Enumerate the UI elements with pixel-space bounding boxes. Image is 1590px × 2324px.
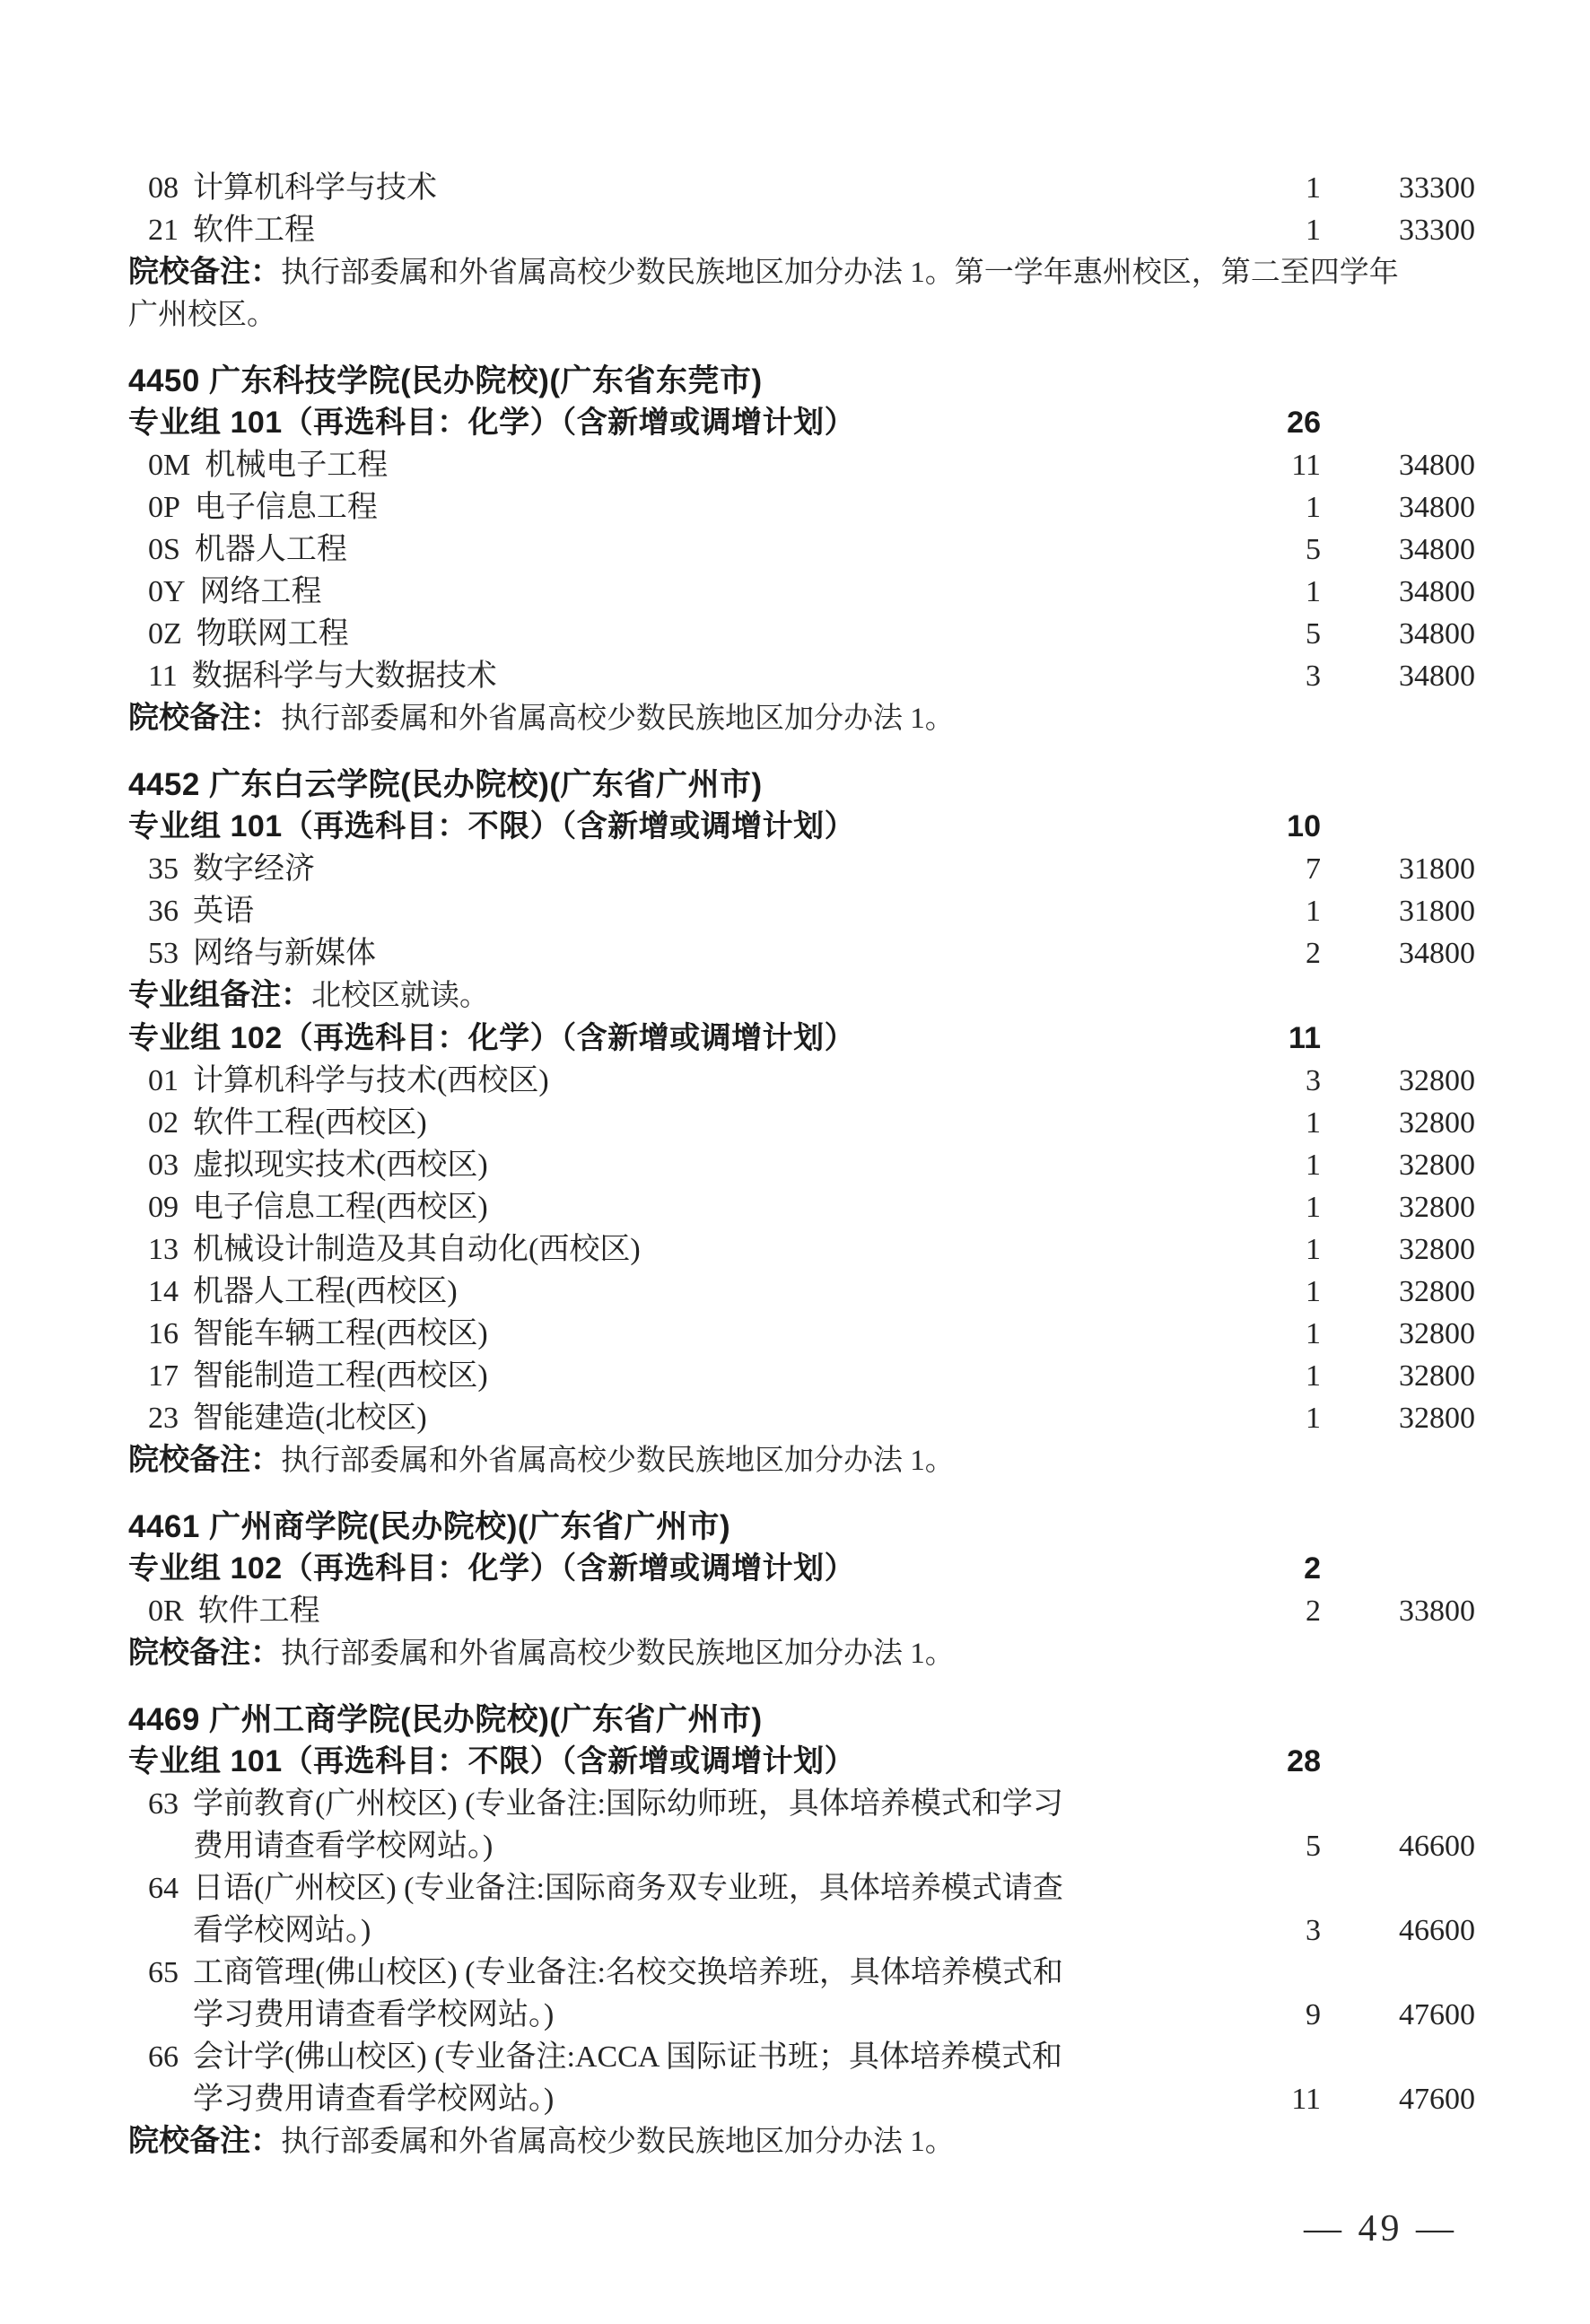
major-row xyxy=(128,655,1475,697)
major-name: 数字经济 xyxy=(193,852,315,886)
major-text xyxy=(128,1102,1220,1144)
major-name: 网络与新媒体 xyxy=(193,937,376,970)
major-tuition-fee: 32800 xyxy=(1399,1064,1475,1097)
remark-row xyxy=(128,1439,1416,1482)
school-section xyxy=(128,764,1475,1482)
major-name: 机器人工程(西校区) xyxy=(193,1275,458,1308)
major-code: 66 xyxy=(148,2040,179,2074)
major-tuition-fee: 34800 xyxy=(1399,449,1475,482)
major-code: 16 xyxy=(148,1317,179,1350)
major-name: 电子信息工程(西校区) xyxy=(193,1191,488,1224)
remark-row xyxy=(128,251,1416,336)
major-plan-count: 1 xyxy=(1306,1149,1321,1182)
major-tuition-fee: 34800 xyxy=(1399,660,1475,693)
major-group-row xyxy=(128,402,1475,444)
major-tuition-fee: 34800 xyxy=(1399,575,1475,608)
major-tuition-fee: 32800 xyxy=(1399,1359,1475,1393)
major-row xyxy=(128,1355,1475,1397)
major-row xyxy=(128,932,1475,974)
major-plan-count: 7 xyxy=(1306,852,1321,886)
major-code: 21 xyxy=(148,214,179,247)
group-plan-count: 10 xyxy=(1287,809,1321,843)
major-tuition-fee: 32800 xyxy=(1399,1317,1475,1350)
major-code: 0Z xyxy=(148,617,182,651)
major-row xyxy=(128,529,1475,571)
major-name: 计算机科学与技术 xyxy=(193,171,437,205)
major-code: 13 xyxy=(148,1233,179,1266)
major-name: 数据科学与大数据技术 xyxy=(191,660,497,693)
major-name: 智能制造工程(西校区) xyxy=(193,1359,488,1393)
major-plan-count: 5 xyxy=(1306,617,1321,651)
major-plan-count: 3 xyxy=(1306,1914,1321,1947)
major-row xyxy=(128,848,1475,890)
major-name: 软件工程 xyxy=(193,214,315,247)
major-text xyxy=(128,1867,1220,1952)
major-tuition-fee: 34800 xyxy=(1399,491,1475,524)
school-section xyxy=(128,360,1475,740)
major-row xyxy=(128,1186,1475,1228)
major-name: 物联网工程 xyxy=(196,617,349,651)
major-plan-count: 9 xyxy=(1306,1998,1321,2031)
major-group-row xyxy=(128,1018,1475,1060)
school-section xyxy=(128,1699,1475,2163)
major-text xyxy=(128,1313,1220,1355)
major-tuition-fee: 46600 xyxy=(1399,1914,1475,1947)
major-code: 35 xyxy=(148,852,179,886)
major-text xyxy=(128,848,1220,890)
major-row xyxy=(128,167,1475,209)
major-plan-count: 11 xyxy=(1291,449,1321,482)
major-name: 学前教育(广州校区) (专业备注:国际幼师班，具体培养模式和学习费用请查看学校网站。) xyxy=(193,1787,1063,1863)
major-name: 软件工程 xyxy=(197,1594,320,1628)
major-name: 电子信息工程 xyxy=(194,491,378,524)
major-plan-count: 1 xyxy=(1306,214,1321,247)
major-tuition-fee: 47600 xyxy=(1399,2083,1475,2116)
major-row xyxy=(128,613,1475,655)
major-row xyxy=(128,1313,1475,1355)
remark-label: 院校备注： xyxy=(128,2124,281,2158)
major-name: 智能车辆工程(西校区) xyxy=(193,1317,488,1350)
major-row xyxy=(128,209,1475,251)
major-row xyxy=(128,1228,1475,1271)
major-text xyxy=(128,655,1220,697)
major-text xyxy=(128,209,1220,251)
major-code: 0M xyxy=(148,449,191,482)
major-name: 虚拟现实技术(西校区) xyxy=(193,1149,488,1182)
major-name: 网络工程 xyxy=(199,575,322,608)
major-text xyxy=(128,1590,1220,1632)
major-tuition-fee: 32800 xyxy=(1399,1402,1475,1435)
major-tuition-fee: 34800 xyxy=(1399,617,1475,651)
major-plan-count: 1 xyxy=(1306,491,1321,524)
remark-row xyxy=(128,1632,1416,1675)
major-code: 23 xyxy=(148,1402,179,1435)
major-code: 64 xyxy=(148,1872,179,1905)
major-row xyxy=(128,1060,1475,1102)
major-plan-count: 1 xyxy=(1306,1402,1321,1435)
major-plan-count: 11 xyxy=(1291,2083,1321,2116)
major-text xyxy=(128,1355,1220,1397)
major-plan-count: 2 xyxy=(1306,937,1321,970)
major-plan-count: 2 xyxy=(1306,1594,1321,1628)
major-row xyxy=(128,1952,1475,2036)
major-text xyxy=(128,571,1220,613)
major-plan-count: 3 xyxy=(1306,1064,1321,1097)
major-name: 软件工程(西校区) xyxy=(193,1106,427,1140)
major-tuition-fee: 32800 xyxy=(1399,1191,1475,1224)
major-text xyxy=(128,1783,1220,1867)
major-plan-count: 3 xyxy=(1306,660,1321,693)
school-section xyxy=(128,1506,1475,1675)
school-header: 4469 广州工商学院(民办院校)(广东省广州市) xyxy=(128,1702,763,1737)
major-code: 17 xyxy=(148,1359,179,1393)
major-code: 09 xyxy=(148,1191,179,1224)
major-plan-count: 1 xyxy=(1306,1275,1321,1308)
major-text xyxy=(128,486,1220,529)
major-code: 11 xyxy=(148,660,178,693)
major-name: 工商管理(佛山校区) (专业备注:名校交换培养班，具体培养模式和学习费用请查看学校网站。) xyxy=(193,1956,1063,2031)
major-row xyxy=(128,1144,1475,1186)
major-group-label: 专业组 101（再选科目：化学）（含新增或调增计划） xyxy=(128,406,856,440)
major-code: 0S xyxy=(148,533,180,566)
school-header: 4461 广州商学院(民办院校)(广东省广州市) xyxy=(128,1509,731,1544)
major-tuition-fee: 31800 xyxy=(1399,852,1475,886)
remark-text: 执行部委属和外省属高校少数民族地区加分办法 1。 xyxy=(281,703,955,735)
major-code: 65 xyxy=(148,1956,179,1989)
group-plan-count: 28 xyxy=(1287,1744,1321,1778)
group-plan-count: 26 xyxy=(1287,406,1321,440)
major-row xyxy=(128,1783,1475,1867)
group-plan-count: 2 xyxy=(1304,1551,1321,1586)
major-code: 0R xyxy=(148,1594,184,1628)
major-row xyxy=(128,1102,1475,1144)
school-header: 4452 广东白云学院(民办院校)(广东省广州市) xyxy=(128,767,763,802)
major-code: 53 xyxy=(148,937,179,970)
major-plan-count: 1 xyxy=(1306,171,1321,205)
major-plan-count: 1 xyxy=(1306,1317,1321,1350)
remark-text: 执行部委属和外省属高校少数民族地区加分办法 1。 xyxy=(281,2126,955,2158)
major-row xyxy=(128,1397,1475,1439)
major-row xyxy=(128,1590,1475,1632)
major-name: 计算机科学与技术(西校区) xyxy=(193,1064,549,1097)
major-code: 0Y xyxy=(148,575,186,608)
major-plan-count: 1 xyxy=(1306,1233,1321,1266)
major-name: 智能建造(北校区) xyxy=(193,1402,427,1435)
major-name: 机械设计制造及其自动化(西校区) xyxy=(193,1233,641,1266)
major-tuition-fee: 34800 xyxy=(1399,937,1475,970)
remark-row xyxy=(128,2120,1416,2163)
major-name: 机器人工程 xyxy=(194,533,347,566)
major-text xyxy=(128,890,1220,932)
major-code: 36 xyxy=(148,895,179,928)
major-plan-count: 5 xyxy=(1306,533,1321,566)
major-row xyxy=(128,1867,1475,1952)
major-tuition-fee: 33300 xyxy=(1399,171,1475,205)
major-row xyxy=(128,571,1475,613)
major-text xyxy=(128,529,1220,571)
major-tuition-fee: 32800 xyxy=(1399,1106,1475,1140)
major-tuition-fee: 33800 xyxy=(1399,1594,1475,1628)
major-tuition-fee: 32800 xyxy=(1399,1149,1475,1182)
major-text xyxy=(128,1228,1220,1271)
major-tuition-fee: 33300 xyxy=(1399,214,1475,247)
school-section xyxy=(128,167,1475,336)
page-number: — 49 — xyxy=(1304,2208,1457,2250)
major-plan-count: 1 xyxy=(1306,1359,1321,1393)
major-text xyxy=(128,1397,1220,1439)
major-text xyxy=(128,167,1220,209)
major-text xyxy=(128,1186,1220,1228)
remark-label: 院校备注： xyxy=(128,701,281,735)
major-plan-count: 1 xyxy=(1306,895,1321,928)
major-tuition-fee: 32800 xyxy=(1399,1275,1475,1308)
major-group-label: 专业组 102（再选科目：化学）（含新增或调增计划） xyxy=(128,1021,856,1055)
major-name: 机械电子工程 xyxy=(205,449,389,482)
admission-plan-list xyxy=(128,167,1475,2163)
major-code: 08 xyxy=(148,171,179,205)
school-header: 4450 广东科技学院(民办院校)(广东省东莞市) xyxy=(128,363,763,398)
remark-label: 专业组备注： xyxy=(128,978,311,1012)
major-row xyxy=(128,1271,1475,1313)
major-plan-count: 1 xyxy=(1306,1106,1321,1140)
major-text xyxy=(128,932,1220,974)
remark-row xyxy=(128,697,1416,740)
major-code: 02 xyxy=(148,1106,179,1140)
major-name: 日语(广州校区) (专业备注:国际商务双专业班，具体培养模式请查看学校网站。) xyxy=(193,1872,1063,1947)
major-group-label: 专业组 101（再选科目：不限）（含新增或调增计划） xyxy=(128,1744,856,1778)
remark-text: 北校区就读。 xyxy=(311,980,489,1012)
major-code: 03 xyxy=(148,1149,179,1182)
remark-text: 执行部委属和外省属高校少数民族地区加分办法 1。 xyxy=(281,1445,955,1477)
major-group-label: 专业组 101（再选科目：不限）（含新增或调增计划） xyxy=(128,809,856,843)
major-row xyxy=(128,890,1475,932)
major-tuition-fee: 46600 xyxy=(1399,1830,1475,1863)
major-row xyxy=(128,2036,1475,2120)
major-code: 0P xyxy=(148,491,180,524)
major-group-label: 专业组 102（再选科目：化学）（含新增或调增计划） xyxy=(128,1551,856,1586)
remark-text: 执行部委属和外省属高校少数民族地区加分办法 1。 xyxy=(281,1638,955,1670)
major-group-row xyxy=(128,806,1475,848)
major-text xyxy=(128,2036,1220,2120)
major-group-row xyxy=(128,1741,1475,1783)
major-row xyxy=(128,486,1475,529)
major-text xyxy=(128,1144,1220,1186)
group-plan-count: 11 xyxy=(1289,1021,1321,1055)
remark-label: 院校备注： xyxy=(128,1636,281,1670)
remark-text: 执行部委属和外省属高校少数民族地区加分办法 1。第一学年惠州校区，第二至四学年广州校区。 xyxy=(128,257,1399,331)
remark-row xyxy=(128,974,1416,1018)
major-tuition-fee: 47600 xyxy=(1399,1998,1475,2031)
major-text xyxy=(128,1060,1220,1102)
major-code: 63 xyxy=(148,1787,179,1821)
major-text xyxy=(128,1952,1220,2036)
major-tuition-fee: 34800 xyxy=(1399,533,1475,566)
major-tuition-fee: 31800 xyxy=(1399,895,1475,928)
major-row xyxy=(128,444,1475,486)
major-plan-count: 5 xyxy=(1306,1830,1321,1863)
major-plan-count: 1 xyxy=(1306,1191,1321,1224)
remark-label: 院校备注： xyxy=(128,1443,281,1477)
major-text xyxy=(128,1271,1220,1313)
major-text xyxy=(128,444,1220,486)
major-code: 14 xyxy=(148,1275,179,1308)
major-plan-count: 1 xyxy=(1306,575,1321,608)
major-name: 英语 xyxy=(193,895,254,928)
major-code: 01 xyxy=(148,1064,179,1097)
remark-label: 院校备注： xyxy=(128,255,281,289)
major-text xyxy=(128,613,1220,655)
major-tuition-fee: 32800 xyxy=(1399,1233,1475,1266)
major-group-row xyxy=(128,1548,1475,1590)
major-name: 会计学(佛山校区) (专业备注:ACCA 国际证书班；具体培养模式和学习费用请查看学校网站。) xyxy=(193,2040,1062,2116)
